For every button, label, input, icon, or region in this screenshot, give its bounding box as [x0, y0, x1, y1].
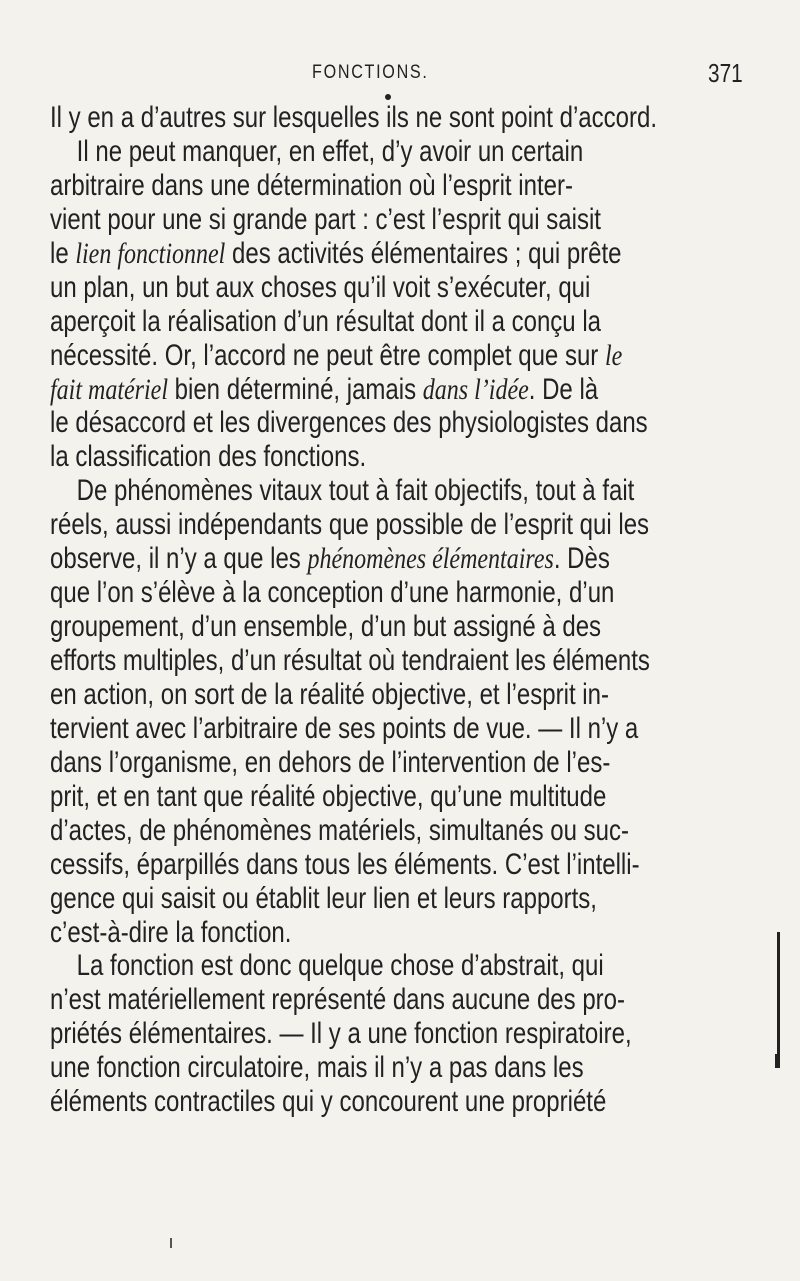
- text-segment: que l’on s’élève à la conception d’une harmonie, d’un: [50, 576, 615, 610]
- page-number: 371: [708, 58, 743, 88]
- text-segment: Il y en a d’autres sur lesquelles ils ne sont point d’accord.: [50, 101, 657, 134]
- italic-text: fait matériel: [50, 372, 168, 406]
- text-line: [50, 339, 746, 373]
- text-line: [50, 135, 746, 169]
- text-segment: cessifs, éparpillés dans tous les éléments. C’est l’intelli-: [50, 847, 640, 881]
- text-line: [50, 169, 746, 203]
- text-line: [50, 678, 746, 712]
- text-line: [50, 712, 746, 746]
- text-line: [50, 1017, 746, 1051]
- text-segment: réels, aussi indépendants que possible de l’esprit qui les: [50, 508, 650, 542]
- text-segment: prit, et en tant que réalité objective, qu’une multitude: [50, 779, 607, 813]
- text-line: [50, 542, 746, 576]
- text-segment: un plan, un but aux choses qu’il voit s’exécuter, qui: [50, 270, 591, 304]
- text-line: [50, 373, 746, 407]
- running-title: FONCTIONS.: [312, 62, 429, 83]
- text-segment: gence qui saisit ou établit leur lien et leurs rapports,: [50, 881, 597, 915]
- text-segment: d’actes, de phénomènes matériels, simultanés ou suc-: [50, 813, 629, 847]
- ink-dot: [385, 94, 391, 100]
- text-segment: Il ne peut manquer, en effet, d’y avoir un certain: [50, 134, 584, 168]
- text-line: [50, 440, 746, 474]
- text-line: [50, 1051, 746, 1085]
- text-line: [50, 644, 746, 678]
- text-line: [50, 610, 746, 644]
- text-line: [50, 576, 746, 610]
- text-segment: La fonction est donc quelque chose d’abstrait, qui: [50, 949, 604, 983]
- text-line: [50, 916, 746, 950]
- italic-text: dans l’idée: [422, 372, 529, 406]
- ink-speck: [170, 1238, 172, 1248]
- margin-ink-blot: [775, 1054, 780, 1068]
- text-segment: observe, il n’y a que les: [50, 542, 308, 576]
- text-line: [50, 746, 746, 780]
- text-line: [50, 474, 746, 508]
- text-segment: aperçoit la réalisation d’un résultat dont il a conçu la: [50, 304, 601, 338]
- text-segment: n’est matériellement représenté dans aucune des pro-: [50, 983, 625, 1017]
- text-line: [50, 983, 746, 1017]
- text-segment: le: [50, 236, 76, 270]
- text-line: [50, 1085, 746, 1119]
- text-line: [50, 949, 746, 983]
- text-segment: De phénomènes vitaux tout à fait objectifs, tout à fait: [50, 474, 635, 508]
- text-line: [50, 508, 746, 542]
- text-line: [50, 406, 746, 440]
- text-segment: une fonction circulatoire, mais il n’y a pas dans les: [50, 1051, 584, 1085]
- text-segment: arbitraire dans une détermination où l’esprit inter-: [50, 168, 573, 202]
- text-segment: la classification des fonctions.: [50, 440, 367, 474]
- text-line: [50, 271, 746, 305]
- italic-text: lien fonctionnel: [75, 236, 226, 270]
- text-segment: . De là: [528, 372, 599, 406]
- margin-ink-mark: [777, 932, 780, 1068]
- text-segment: dans l’organisme, en dehors de l’intervention de l’es-: [50, 745, 611, 779]
- text-segment: des activités élémentaires ; qui prête: [225, 236, 622, 270]
- text-line: [50, 848, 746, 882]
- text-segment: éléments contractiles qui y concourent une propriété: [50, 1085, 607, 1119]
- text-line: [50, 814, 746, 848]
- text-segment: le désaccord et les divergences des physiologistes dans: [50, 406, 648, 440]
- text-line: [50, 101, 746, 135]
- text-segment: efforts multiples, d’un résultat où tendraient les éléments: [50, 644, 650, 677]
- text-line: [50, 203, 746, 237]
- italic-text: le: [604, 338, 623, 372]
- text-segment: bien déterminé, jamais: [167, 372, 423, 406]
- italic-text: phénomènes élémentaires: [307, 542, 554, 576]
- text-line: [50, 237, 746, 271]
- text-line: [50, 780, 746, 814]
- text-line: [50, 882, 746, 916]
- text-segment: en action, on sort de la réalité objective, et l’esprit in-: [50, 677, 609, 711]
- text-segment: tervient avec l’arbitraire de ses points de vue. — Il n’y a: [50, 711, 639, 745]
- text-segment: priétés élémentaires. — Il y a une fonction respiratoire,: [50, 1017, 632, 1051]
- text-segment: . Dès: [553, 542, 610, 576]
- text-segment: c’est-à-dire la fonction.: [50, 915, 292, 949]
- body-text: [50, 101, 746, 1119]
- text-segment: vient pour une si grande part : c’est l’esprit qui saisit: [50, 202, 601, 236]
- text-segment: groupement, d’un ensemble, d’un but assigné à des: [50, 610, 602, 644]
- text-segment: nécessité. Or, l’accord ne peut être complet que sur: [50, 338, 605, 372]
- text-line: [50, 305, 746, 339]
- page-header: [0, 58, 800, 92]
